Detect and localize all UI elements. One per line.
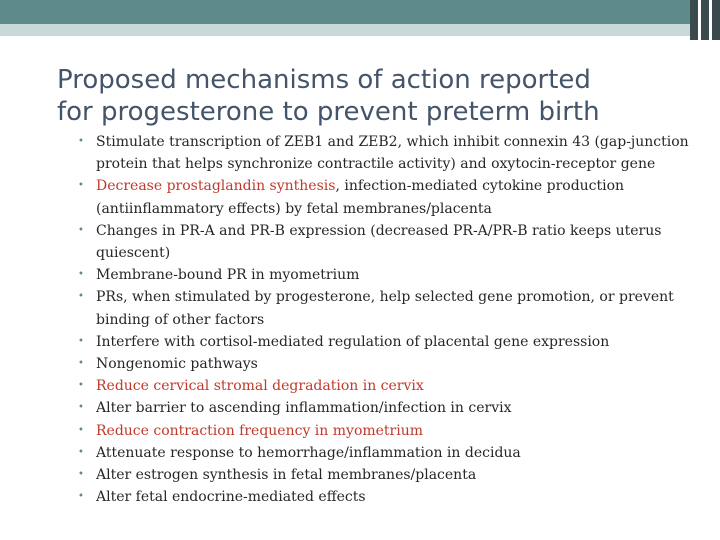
slide-title [57, 64, 697, 128]
list-item [78, 442, 708, 464]
list-item [78, 331, 708, 353]
bullet-line: Reduce contraction frequency in myometrium [96, 422, 424, 439]
bullet-text: , infection-mediated cytokine production [335, 178, 625, 195]
bullet-line: binding of other factors [96, 311, 265, 328]
bullet-line: Membrane-bound PR in myometrium [96, 267, 360, 284]
list-item [78, 397, 708, 419]
list-item [78, 131, 708, 175]
bullet-line: Alter fetal endocrine-mediated effects [96, 489, 366, 506]
header-dark-block-1 [690, 0, 698, 40]
highlighted-text: Decrease prostaglandin synthesis [96, 178, 336, 195]
bullet-line: Nongenomic pathways [96, 356, 258, 373]
list-item-highlighted [78, 420, 708, 442]
bullet-dot: • [78, 402, 84, 414]
bullet-line: protein that helps synchronize contractile activity) and oxytocin-receptor gene [96, 156, 656, 173]
bullet-dot: • [78, 335, 84, 347]
list-item-highlighted [78, 375, 708, 397]
bullet-dot: • [78, 224, 84, 236]
bullet-dot: • [78, 291, 84, 303]
bullet-line: Interfere with cortisol-mediated regulation of placental gene expression [96, 333, 610, 350]
bullet-dot: • [78, 491, 84, 503]
bullet-line [96, 175, 708, 197]
bullet-dot: • [78, 136, 84, 147]
bullet-line: Changes in PR-A and PR-B expression (decreased PR-A/PR-B ratio keeps uterus [96, 222, 662, 239]
bullet-line: Alter barrier to ascending inflammation/infection in cervix [96, 400, 512, 417]
header-dark-block-2 [701, 0, 709, 40]
slide-header-band [0, 0, 720, 40]
list-item [78, 286, 708, 330]
list-item [78, 264, 708, 286]
bullet-line: Reduce cervical stromal degradation in cervix [96, 378, 424, 395]
list-item [78, 175, 708, 219]
mechanism-list [78, 131, 708, 508]
bullet-dot: • [78, 269, 84, 281]
list-item [78, 486, 708, 508]
list-item [78, 353, 708, 375]
header-teal-stripe [0, 0, 690, 24]
list-item [78, 464, 708, 486]
bullet-line: quiescent) [96, 245, 171, 262]
bullet-dot: • [78, 380, 84, 392]
bullet-line: PRs, when stimulated by progesterone, help selected gene promotion, or prevent [96, 289, 674, 306]
bullet-line: Alter estrogen synthesis in fetal membranes/placenta [96, 467, 477, 484]
header-dark-block-3 [712, 0, 720, 40]
bullet-dot: • [78, 424, 84, 436]
bullet-dot: • [78, 180, 84, 192]
list-item [78, 220, 708, 264]
bullet-line: Attenuate response to hemorrhage/inflammation in decidua [96, 444, 521, 461]
bullet-dot: • [78, 358, 84, 370]
header-light-stripe [0, 24, 690, 36]
slide-title-line-1: Proposed mechanisms of action reported [57, 65, 591, 95]
bullet-dot: • [78, 446, 84, 458]
bullet-line: (antiinflammatory effects) by fetal membranes/placenta [96, 200, 492, 217]
bullet-line: Stimulate transcription of ZEB1 and ZEB2, which inhibit connexin 43 (gap-junction [96, 134, 689, 150]
bullet-dot: • [78, 469, 84, 481]
slide-title-line-2: for progesterone to prevent preterm birth [57, 97, 600, 127]
